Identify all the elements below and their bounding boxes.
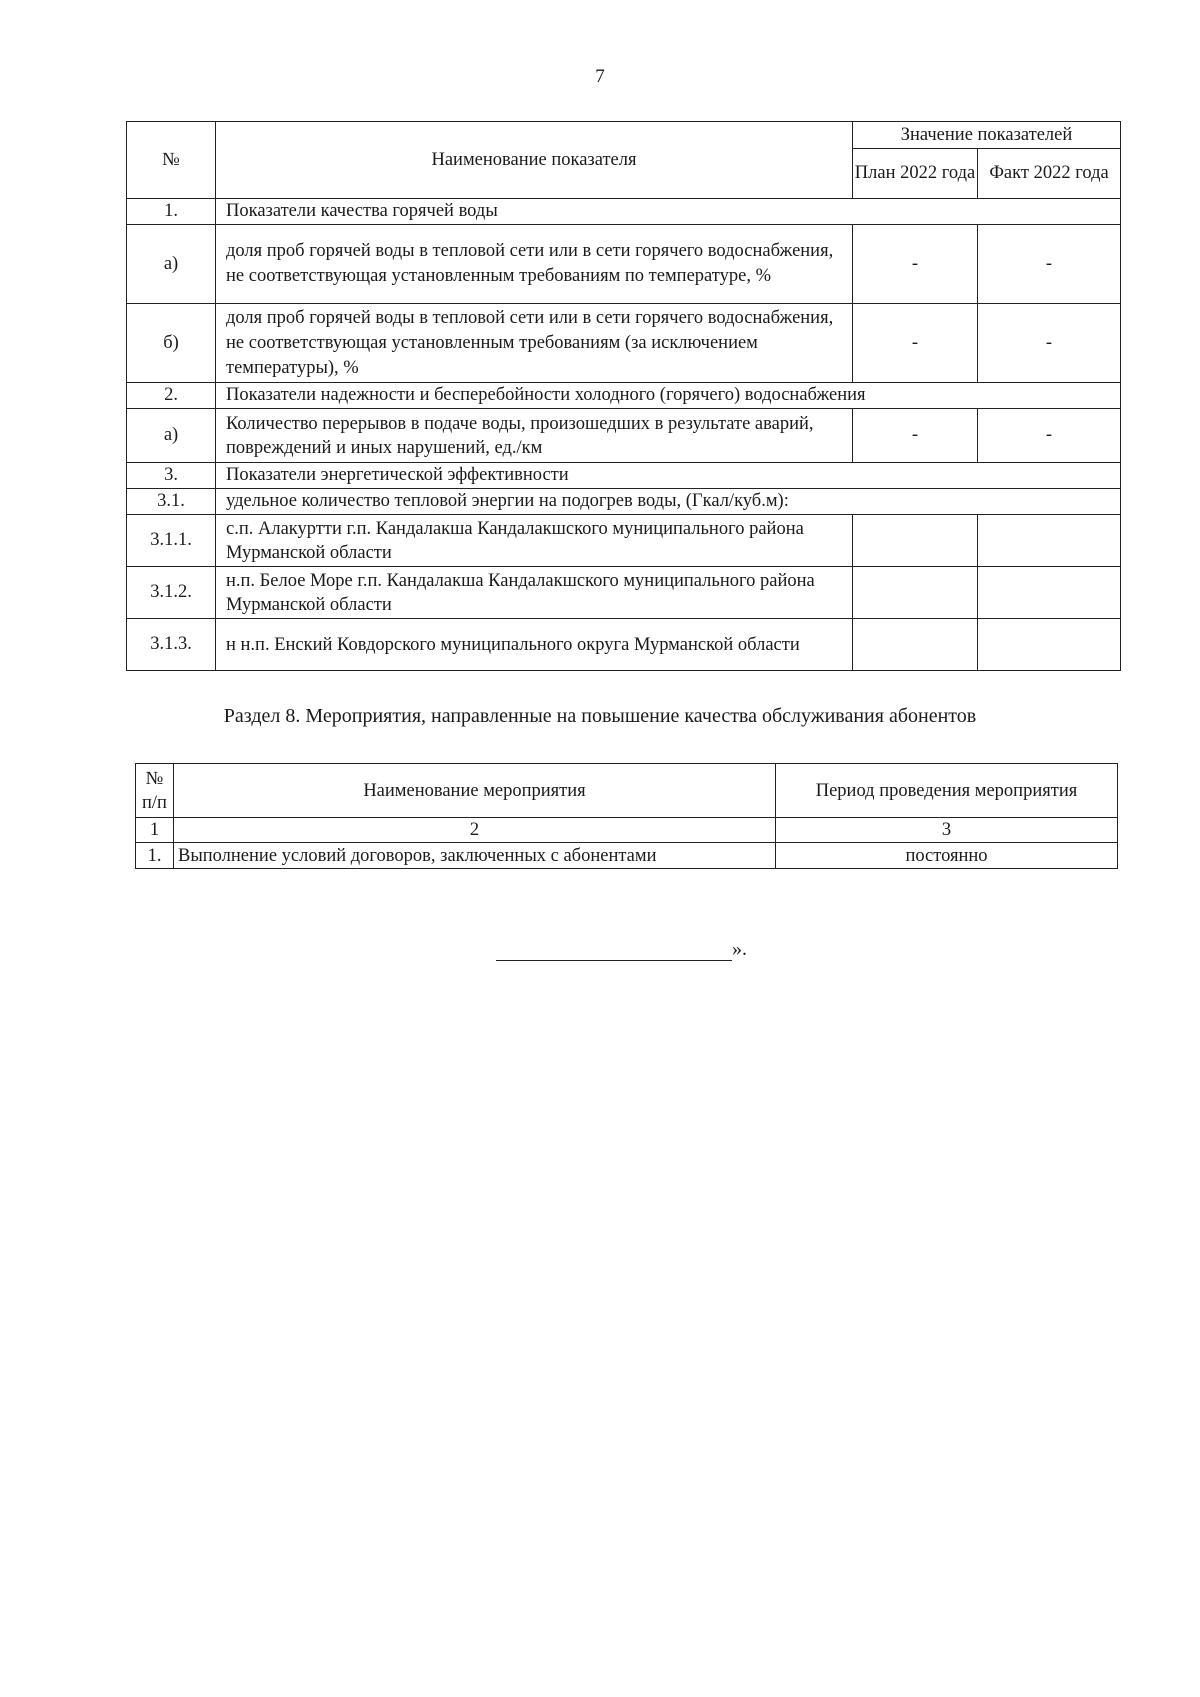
row-plan: - — [853, 409, 978, 463]
row-plan: - — [853, 225, 978, 304]
row-fact: - — [978, 225, 1121, 304]
header-num: № п/п — [136, 764, 174, 818]
row-fact: - — [978, 304, 1121, 383]
row-period: постоянно — [776, 843, 1118, 869]
row-plan: - — [853, 304, 978, 383]
row-num: 1. — [127, 199, 216, 225]
header-num: № — [127, 122, 216, 199]
row-name: Показатели энергетической эффективности — [216, 463, 1121, 489]
table-row — [127, 383, 1121, 409]
row-name: н н.п. Енский Ковдорского муниципального округа Мурманской области — [216, 619, 853, 671]
indicators-table — [126, 121, 1121, 671]
row-num: а) — [127, 225, 216, 304]
header-period: Период проведения мероприятия — [776, 764, 1118, 818]
row-num: 1. — [136, 843, 174, 869]
table-row — [127, 409, 1121, 463]
row-name: удельное количество тепловой энергии на подогрев воды, (Гкал/куб.м): — [216, 489, 1121, 515]
row-name: Выполнение условий договоров, заключенных с абонентами — [174, 843, 776, 869]
row-plan — [853, 567, 978, 619]
row-fact — [978, 567, 1121, 619]
header-name: Наименование мероприятия — [174, 764, 776, 818]
row-fact: - — [978, 409, 1121, 463]
row-name: с.п. Алакуртти г.п. Кандалакша Кандалакшского муниципального района Мурманской области — [216, 515, 853, 567]
table-row — [127, 225, 1121, 304]
measures-header-row — [136, 764, 1118, 818]
row-name: н.п. Белое Море г.п. Кандалакша Кандалакшского муниципального района Мурманской области — [216, 567, 853, 619]
page-number: 7 — [595, 66, 605, 87]
measures-table — [135, 763, 1118, 869]
row-num: б) — [127, 304, 216, 383]
header-name: Наименование показателя — [216, 122, 853, 199]
row-name: Количество перерывов в подаче воды, произошедших в результате аварий, повреждений и иных нарушений, ед./км — [216, 409, 853, 463]
table-row — [127, 489, 1121, 515]
row-name: доля проб горячей воды в тепловой сети или в сети горячего водоснабжения, не соответствующая установленным требованиям по температуре, % — [216, 225, 853, 304]
table-row — [127, 463, 1121, 489]
table-row — [127, 304, 1121, 383]
row-fact — [978, 515, 1121, 567]
index-period: 3 — [776, 818, 1118, 843]
row-num: 3.1.1. — [127, 515, 216, 567]
table-row — [136, 843, 1118, 869]
row-num: 3.1. — [127, 489, 216, 515]
row-num: а) — [127, 409, 216, 463]
row-name: Показатели надежности и бесперебойности холодного (горячего) водоснабжения — [216, 383, 1121, 409]
row-plan — [853, 619, 978, 671]
table-row — [127, 199, 1121, 225]
table-row — [127, 619, 1121, 671]
row-plan — [853, 515, 978, 567]
row-name: доля проб горячей воды в тепловой сети или в сети горячего водоснабжения, не соответствующая установленным требованиям (за исключением температуры), % — [216, 304, 853, 383]
measures-index-row — [136, 818, 1118, 843]
row-num: 3.1.2. — [127, 567, 216, 619]
signature-line — [496, 938, 732, 961]
index-num: 1 — [136, 818, 174, 843]
table-row — [127, 515, 1121, 567]
row-num: 3.1.3. — [127, 619, 216, 671]
row-name: Показатели качества горячей воды — [216, 199, 1121, 225]
header-fact: Факт 2022 года — [978, 149, 1121, 199]
closing-mark — [496, 938, 747, 961]
row-num: 2. — [127, 383, 216, 409]
header-plan: План 2022 года — [853, 149, 978, 199]
closing-quote: ». — [732, 938, 747, 960]
table-row — [127, 567, 1121, 619]
index-name: 2 — [174, 818, 776, 843]
row-fact — [978, 619, 1121, 671]
section-title: Раздел 8. Мероприятия, направленные на повышение качества обслуживания абонентов — [223, 705, 977, 727]
header-values-group: Значение показателей — [853, 122, 1121, 149]
row-num: 3. — [127, 463, 216, 489]
